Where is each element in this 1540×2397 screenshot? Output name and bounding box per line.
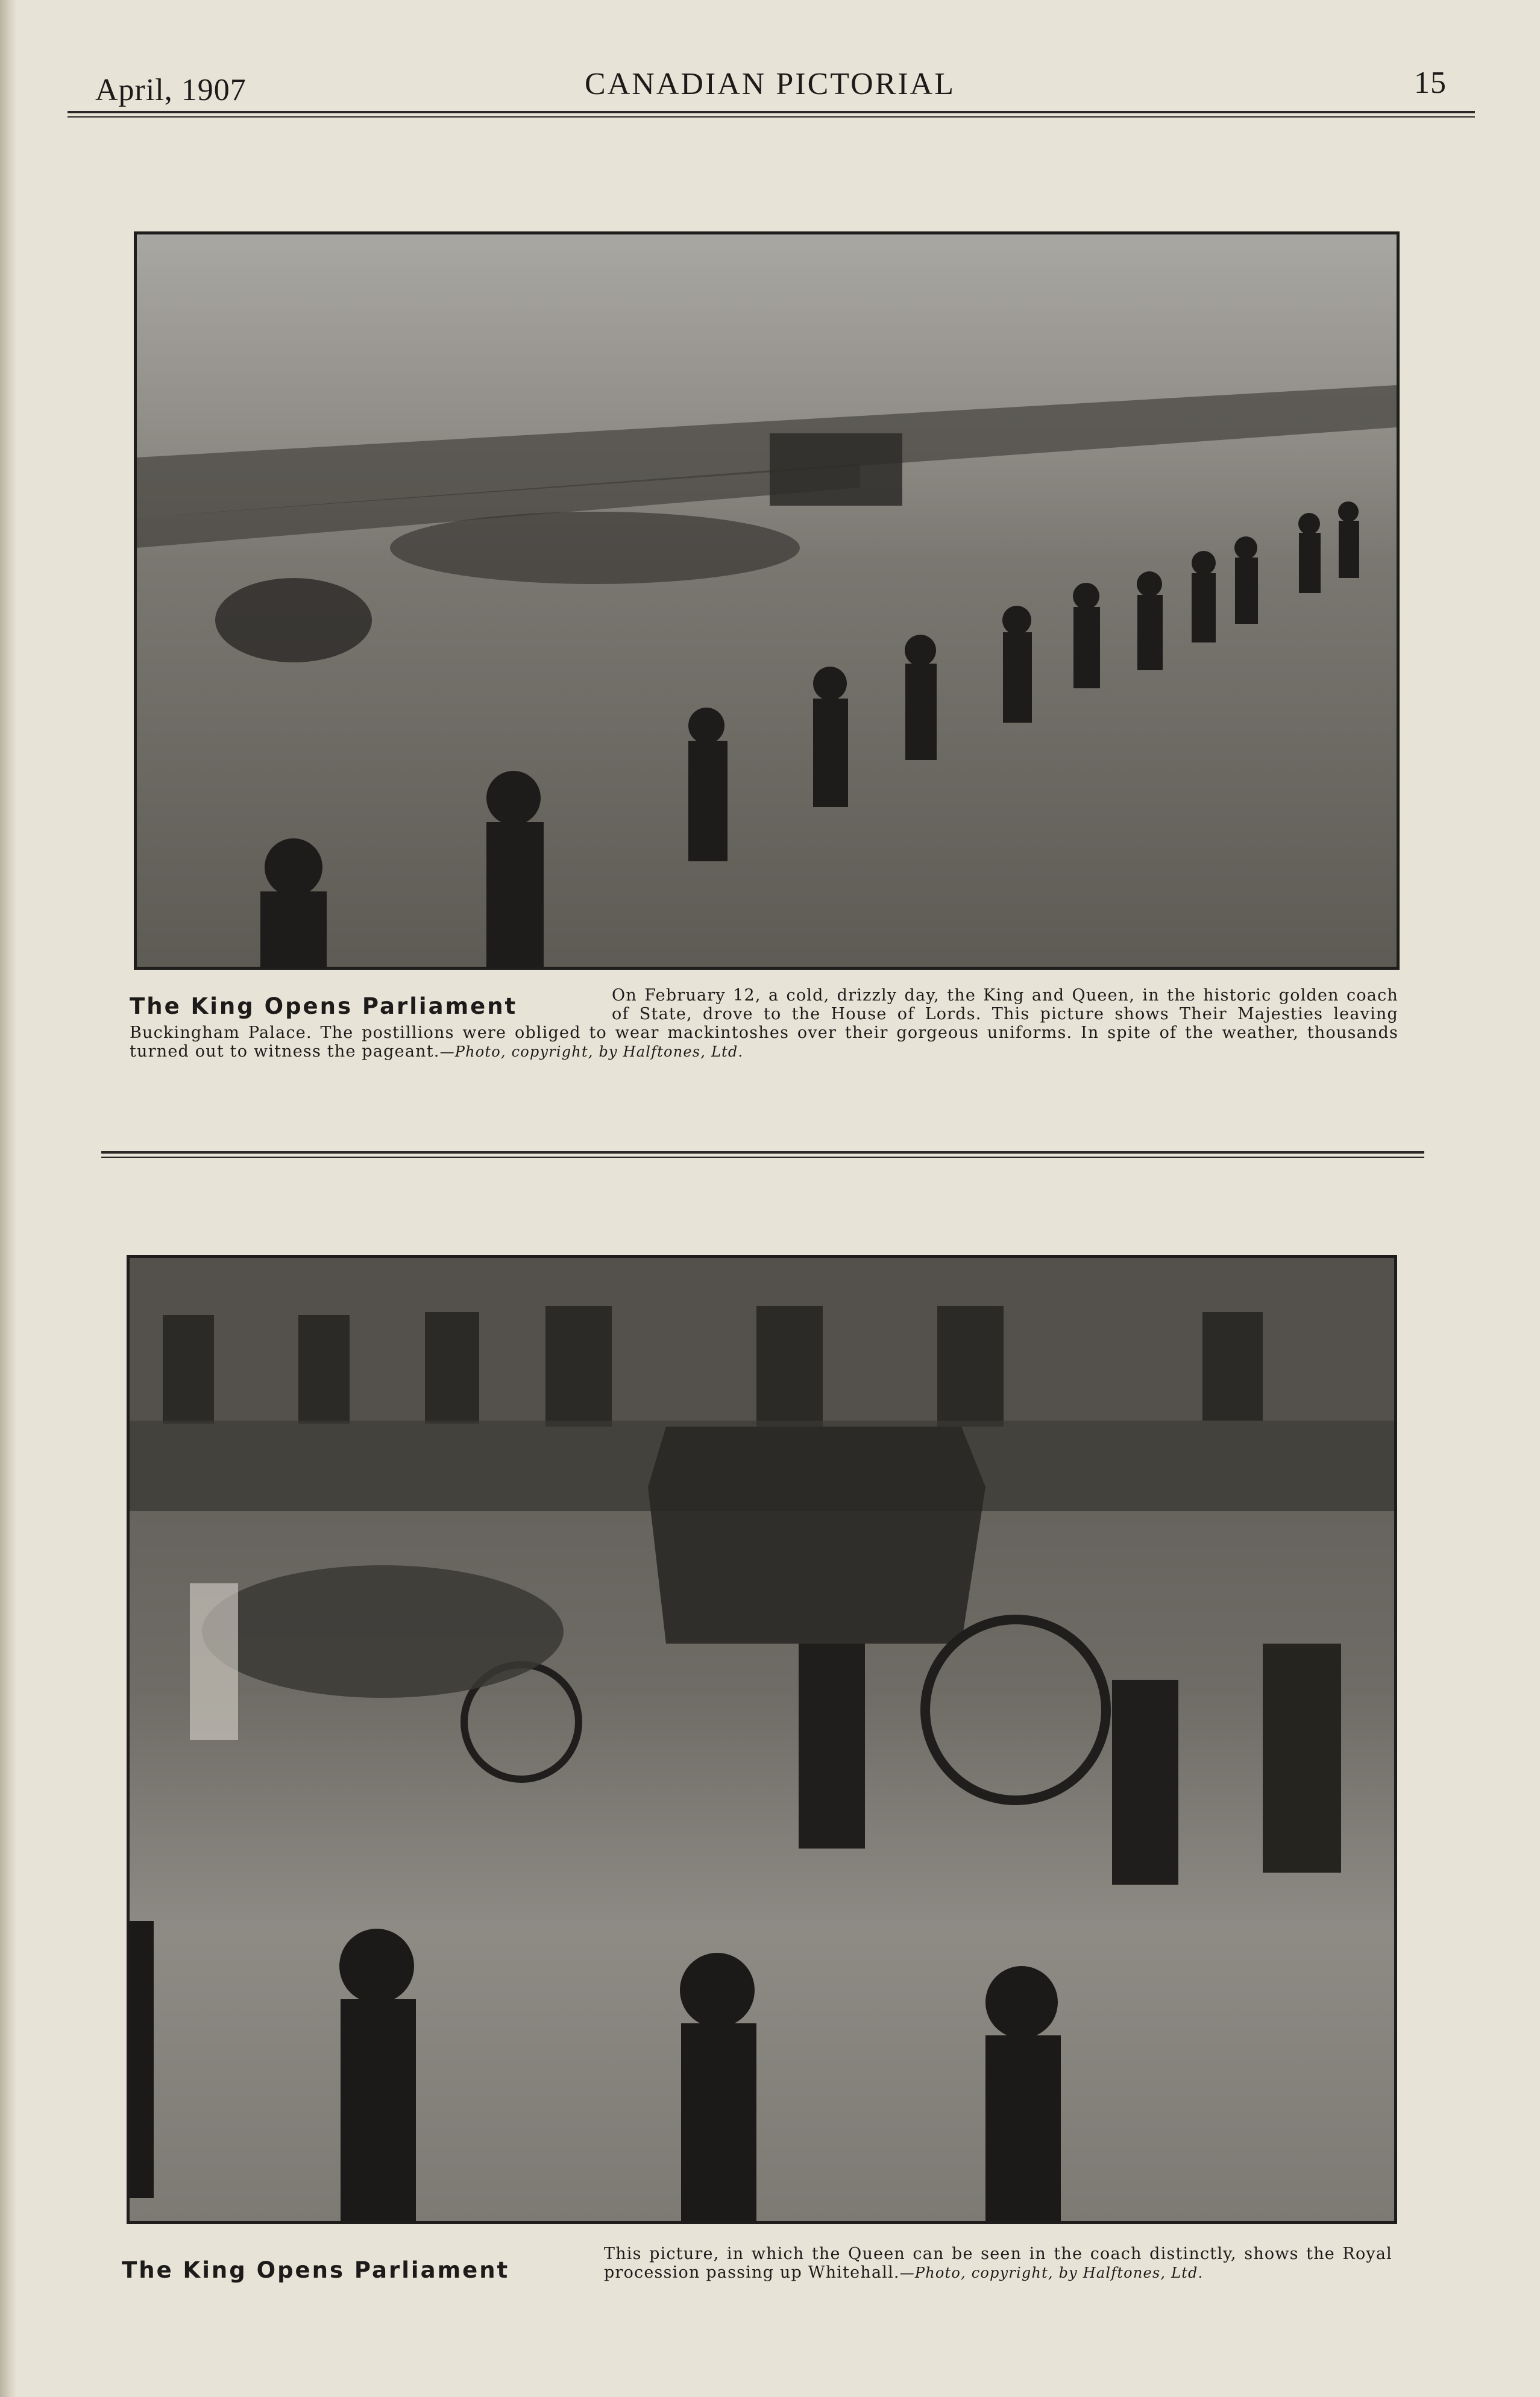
issue-date: April, 1907 — [95, 73, 247, 107]
header-rule — [68, 111, 1475, 118]
article-2-credit: —Photo, copyright, by Halftones, Ltd. — [899, 2264, 1204, 2281]
article-1-body: On February 12, a cold, drizzly day, the King and Queen, in the historic golden coach of State, drove to the House of Lords. This picture shows Their Majesties leaving Buckingham Palace. The postillions were obliged to wear mackintoshes over their gorgeous uniforms. In spite of the weather, thousands turned out to witness the pageant. — [130, 986, 1398, 1061]
page-binding-edge — [0, 0, 17, 2397]
photo-procession-palace — [134, 231, 1400, 970]
article-1-title: The King Opens Parliament — [130, 993, 518, 1019]
page-number: 15 — [1414, 66, 1447, 100]
article-2-title: The King Opens Parliament — [122, 2257, 510, 2283]
article-2-caption — [604, 2245, 1392, 2282]
publication-title: CANADIAN PICTORIAL — [585, 67, 955, 101]
article-1-credit: —Photo, copyright, by Halftones, Ltd. — [439, 1043, 744, 1060]
photo-procession-palace-image — [137, 234, 1397, 967]
photo-procession-whitehall-image — [130, 1258, 1394, 2221]
section-divider-rule — [101, 1151, 1424, 1158]
article-1-caption — [130, 986, 1398, 1061]
article-2-body: This picture, in which the Queen can be seen in the coach distinctly, shows the Royal procession passing up Whitehall. — [604, 2245, 1392, 2282]
photo-procession-whitehall — [127, 1255, 1397, 2224]
